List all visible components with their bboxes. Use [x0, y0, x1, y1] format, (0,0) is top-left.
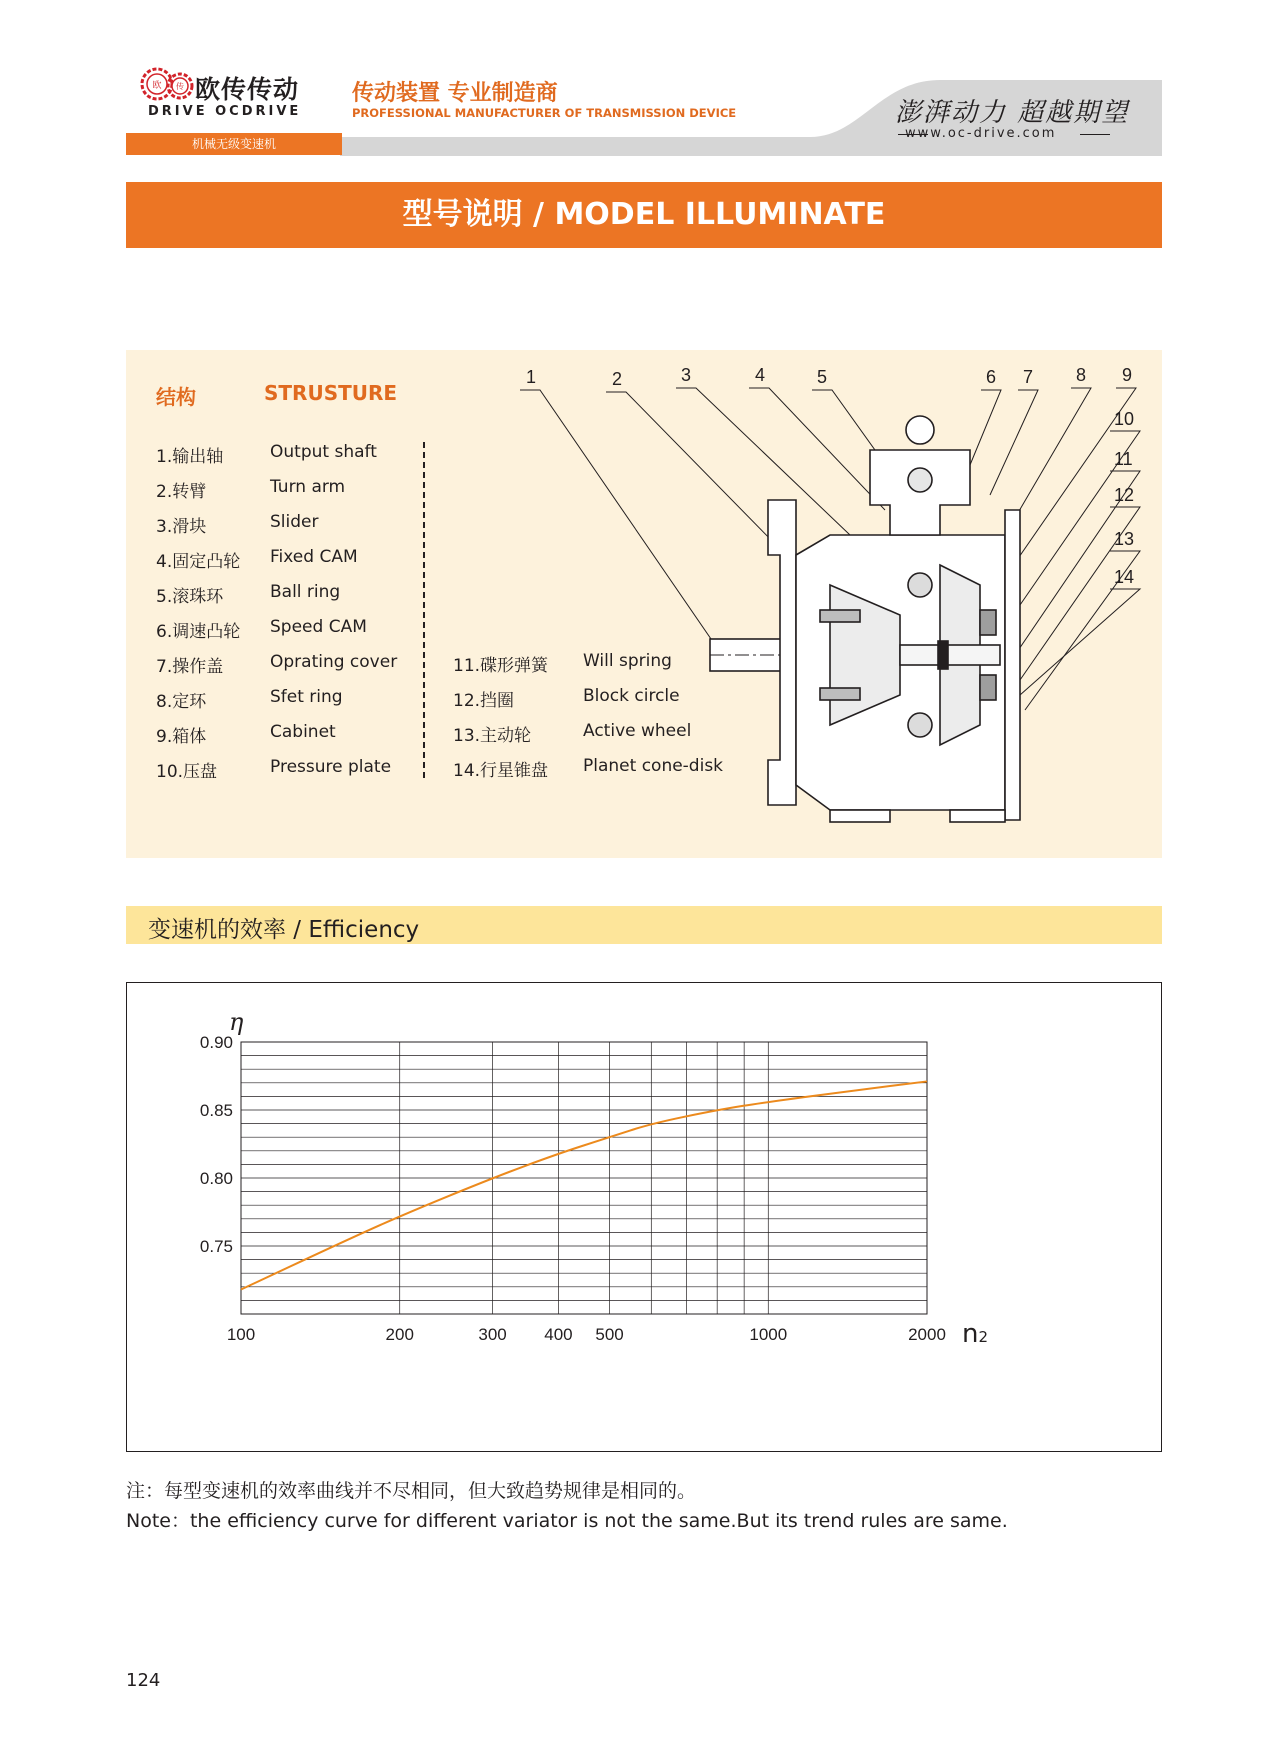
logo-mark-left: 欧	[152, 81, 162, 91]
part-en: Will spring	[583, 651, 672, 671]
motto-text: 澎湃动力 超越期望	[895, 98, 1130, 128]
part-en: Cabinet	[270, 722, 336, 742]
website-url: www.oc-drive.com	[905, 126, 1057, 141]
part-en: Slider	[270, 512, 319, 532]
callout-label: 10	[1114, 409, 1135, 429]
callout-label: 13	[1114, 529, 1135, 549]
y-tick-label: 0.85	[199, 1101, 233, 1120]
callout-label: 8	[1076, 365, 1087, 385]
x-tick-label: 2000	[908, 1325, 946, 1344]
chart-labels	[200, 1008, 988, 1349]
part-cn: 1.输出轴	[156, 447, 224, 467]
part-en: Pressure plate	[270, 757, 392, 777]
part-en: Planet cone-disk	[583, 756, 724, 776]
structure-heading-en: STRUSTURE	[264, 381, 398, 405]
page-title: 型号说明 / MODEL ILLUMINATE	[126, 182, 1162, 248]
y-tick-label: 0.80	[199, 1169, 233, 1188]
part-cn: 2.转臂	[156, 482, 207, 502]
efficiency-curve	[241, 1081, 927, 1289]
chart-grid	[241, 1042, 927, 1314]
logo-cn-text: 欧传传动	[195, 75, 300, 104]
logo-en-text: DRIVE OCDRIVE	[148, 104, 302, 119]
part-cn: 3.滑块	[156, 517, 207, 537]
part-en: Output shaft	[270, 442, 377, 462]
x-tick-label: 1000	[749, 1325, 788, 1344]
logo-mark-icon	[140, 64, 200, 108]
part-cn: 4.固定凸轮	[156, 552, 241, 572]
callout-label: 5	[817, 367, 828, 387]
logo-mark-right: 传	[176, 82, 184, 91]
part-cn: 12.挡圈	[453, 691, 515, 711]
callout-label: 14	[1114, 567, 1135, 587]
part-cn: 6.调速凸轮	[156, 622, 241, 642]
part-cn: 13.主动轮	[453, 726, 532, 746]
y-axis-title: η	[229, 1008, 244, 1036]
callout-label: 12	[1114, 485, 1135, 505]
structure-heading-cn: 结构	[156, 385, 196, 409]
part-en: Turn arm	[270, 477, 346, 497]
note-en: Note：the efficiency curve for different variator is not the same.But its trend rules are same.	[126, 1510, 1008, 1532]
efficiency-chart	[126, 982, 1162, 1452]
callout-label: 6	[986, 367, 997, 387]
page-number: 124	[126, 1670, 161, 1691]
efficiency-heading: 变速机的效率 / Efficiency	[148, 917, 420, 943]
part-en: Block circle	[583, 686, 680, 706]
part-cn: 7.操作盖	[156, 657, 224, 677]
part-cn: 10.压盘	[156, 762, 218, 782]
x-tick-label: 300	[478, 1325, 507, 1344]
x-tick-label: 100	[226, 1325, 256, 1344]
part-en: Speed CAM	[270, 617, 367, 637]
callout-label: 1	[526, 367, 537, 387]
part-cn: 14.行星锥盘	[453, 761, 549, 781]
note-cn: 注：每型变速机的效率曲线并不尽相同，但大致趋势规律是相同的。	[126, 1480, 697, 1502]
category-tab: 机械无级变速机	[126, 133, 342, 155]
callout-label: 7	[1023, 367, 1034, 387]
part-cn: 8.定环	[156, 692, 207, 712]
slogan-en: PROFESSIONAL MANUFACTURER OF TRANSMISSION DEVICE	[352, 106, 737, 120]
callout-label: 4	[755, 365, 766, 385]
callout-label: 11	[1114, 449, 1133, 469]
part-en: Fixed CAM	[270, 547, 358, 567]
slogan-cn: 传动装置 专业制造商	[352, 81, 558, 106]
part-en: Ball ring	[270, 582, 341, 602]
part-en: Active wheel	[583, 721, 692, 741]
part-en: Oprating cover	[270, 652, 398, 672]
x-tick-label: 500	[595, 1325, 624, 1344]
part-cn: 11.碟形弹簧	[453, 656, 549, 676]
part-en: Sfet ring	[270, 687, 343, 707]
part-cn: 5.滚珠环	[156, 587, 224, 607]
callout-label: 2	[612, 369, 623, 389]
x-axis-subscript: 2	[978, 1328, 989, 1346]
structure-cross-section-diagram	[500, 355, 1160, 835]
y-tick-label: 0.75	[199, 1237, 233, 1256]
list-divider	[423, 442, 425, 778]
y-tick-label: 0.90	[199, 1033, 233, 1052]
callout-label: 3	[681, 365, 692, 385]
chart-marks	[241, 1081, 927, 1289]
x-tick-label: 200	[385, 1325, 414, 1344]
part-cn: 9.箱体	[156, 727, 207, 747]
x-axis-title: n2	[962, 1319, 989, 1349]
callout-label: 9	[1122, 365, 1133, 385]
x-tick-label: 400	[544, 1325, 573, 1344]
url-rule-right	[1080, 134, 1110, 135]
